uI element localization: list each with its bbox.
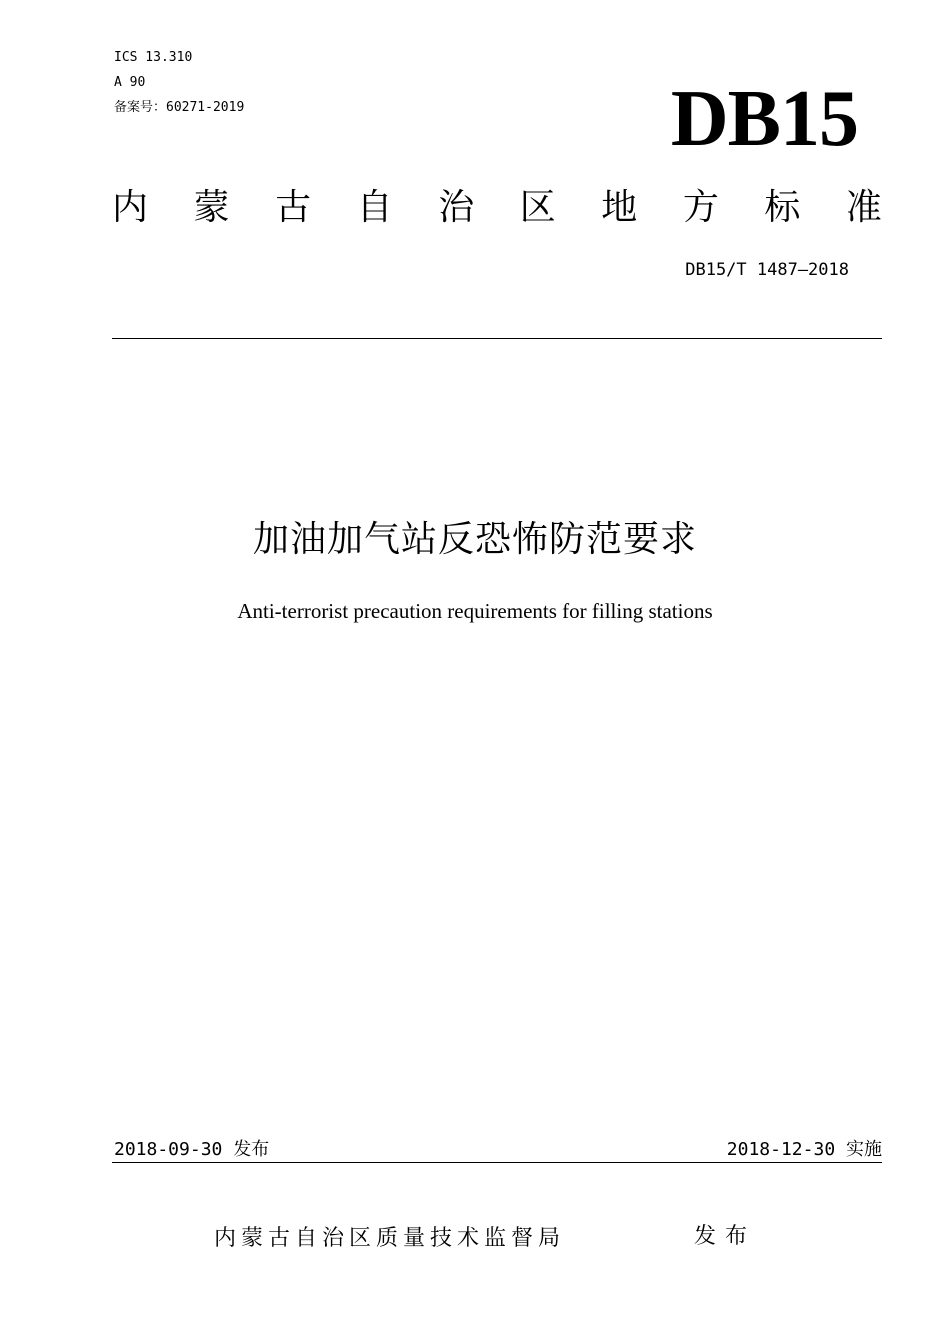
title-english: Anti-terrorist precaution requirements for filling stations — [237, 599, 713, 623]
classification-code: A 90 — [114, 75, 146, 90]
implementation-date — [727, 1138, 882, 1162]
issuing-authority: 内蒙古自治区质量技术监督局 — [214, 1226, 566, 1251]
db15-logo: DB15 — [670, 75, 858, 163]
standard-type-char: 方 — [682, 187, 719, 228]
standard-number: DB15/T 1487—2018 — [685, 260, 849, 280]
implementation-date-label: 实施 — [846, 1139, 882, 1160]
standard-type-char: 自 — [356, 187, 393, 228]
standard-type-char: 治 — [438, 187, 475, 228]
implementation-date-value: 2018-12-30 — [726, 1139, 836, 1160]
issue-date-value: 2018-09-30 — [114, 1139, 223, 1160]
footer-divider — [112, 1162, 882, 1163]
standard-type-char: 蒙 — [193, 187, 230, 228]
issue-date-label: 发布 — [233, 1139, 270, 1160]
standard-type-char: 地 — [601, 187, 638, 228]
ics-code: ICS 13.310 — [114, 50, 193, 65]
issue-date — [114, 1138, 269, 1162]
standard-type-char: 准 — [845, 187, 882, 228]
issue-verb: 发布 — [694, 1224, 757, 1249]
standard-type-char: 标 — [764, 187, 801, 228]
standard-type-heading — [112, 186, 882, 230]
record-number: 备案号：60271-2019 — [114, 100, 245, 115]
standard-type-char: 区 — [519, 187, 556, 228]
title-chinese: 加油加气站反恐怖防范要求 — [252, 519, 697, 560]
header-divider — [112, 338, 882, 339]
standard-type-char: 古 — [275, 187, 312, 228]
standard-type-char: 内 — [112, 187, 149, 228]
